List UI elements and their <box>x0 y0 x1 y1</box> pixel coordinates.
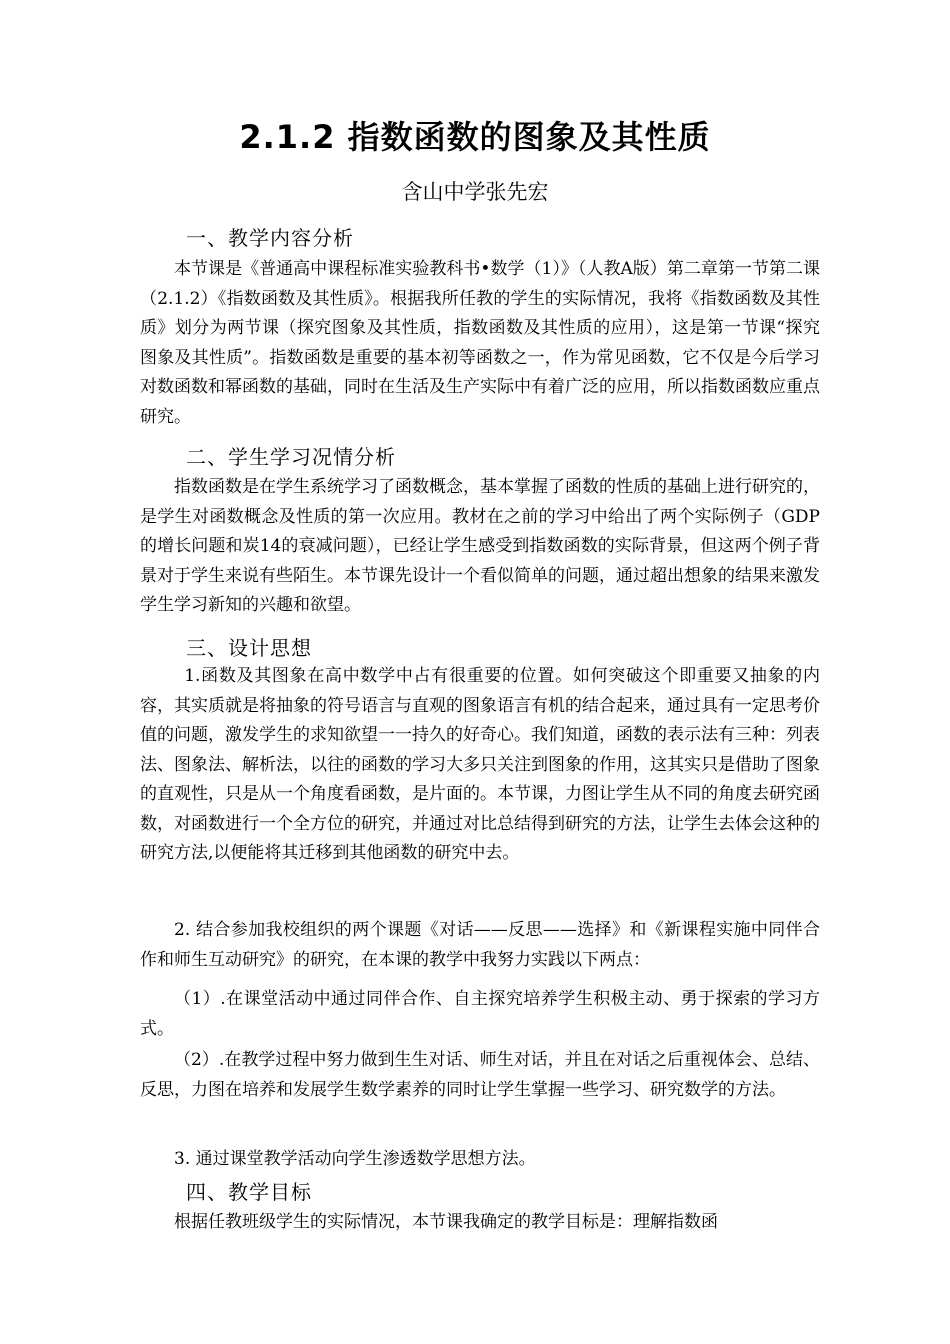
section-heading-1: 一、教学内容分析 <box>186 226 354 250</box>
section-3-paragraph-5: 3. 通过课堂教学活动向学生渗透数学思想方法。 <box>174 1149 536 1169</box>
section-3-paragraph-1: 1.函数及其图象在高中数学中占有很重要的位置。如何突破这个即重要又抽象的内容，其实质就是将抽象的符号语言与直观的图象语言有机的结合起来，通过具有一定思考价值的问题，激发学生的求知欲望一一持久的好奇心。我们知道，函数的表示法有三种：列表法、图象法、解析法，以往的函数的学习大多只关注到图象的作用，这其实只是借助了图象的直观性，只是从一个角度看函数，是片面的。本节课，力图让学生从不同的角度去研究函数，对函数进行一个全方位的研究，并通过对比总结得到研究的方法，让学生去体会这种的研究方法,以便能将其迁移到其他函数的研究中去。 <box>140 666 820 863</box>
section-1-paragraph: 本节课是《普通高中课程标准实验教科书•数学（1）》（人教A版）第二章第一节第二课（2.1.2）《指数函数及其性质》。根据我所任教的学生的实际情况，我将《指数函数及其性质》划分为两节课（探究图象及其性质，指数函数及其性质的应用），这是第一节课“探究图象及其性质”。指数函数是重要的基本初等函数之一，作为常见函数，它不仅是今后学习对数函数和幂函数的基础，同时在生活及生产实际中有着广泛的应用，所以指数函数应重点研究。 <box>140 259 820 427</box>
section-heading-3: 三、设计思想 <box>186 636 312 660</box>
document-title: 2.1.2 指数函数的图象及其性质 <box>239 118 711 156</box>
section-3-paragraph-3: （1）.在课堂活动中通过同伴合作、自主探究培养学生积极主动、勇于探索的学习方式。 <box>140 989 820 1039</box>
section-4-paragraph: 根据任教班级学生的实际情况，本节课我确定的教学目标是：理解指数函 <box>174 1212 718 1232</box>
section-3-paragraph-4: （2）.在教学过程中努力做到生生对话、师生对话，并且在对话之后重视体会、总结、反思，力图在培养和发展学生数学素养的同时让学生掌握一些学习、研究数学的方法。 <box>140 1050 820 1100</box>
section-heading-2: 二、学生学习况情分析 <box>186 445 396 469</box>
section-2-paragraph: 指数函数是在学生系统学习了函数概念，基本掌握了函数的性质的基础上进行研究的，是学生对函数概念及性质的第一次应用。教材在之前的学习中给出了两个实际例子（GDP的增长问题和炭14的衰减问题），已经让学生感受到指数函数的实际背景，但这两个例子背景对于学生来说有些陌生。本节课先设计一个看似简单的问题，通过超出想象的结果来激发学生学习新知的兴趣和欲望。 <box>140 477 820 615</box>
section-heading-4: 四、教学目标 <box>186 1180 312 1204</box>
author-line: 含山中学张先宏 <box>401 180 549 204</box>
section-3-paragraph-2: 2. 结合参加我校组织的两个课题《对话——反思——选择》和《新课程实施中同伴合作和师生互动研究》的研究，在本课的教学中我努力实践以下两点： <box>140 920 820 970</box>
